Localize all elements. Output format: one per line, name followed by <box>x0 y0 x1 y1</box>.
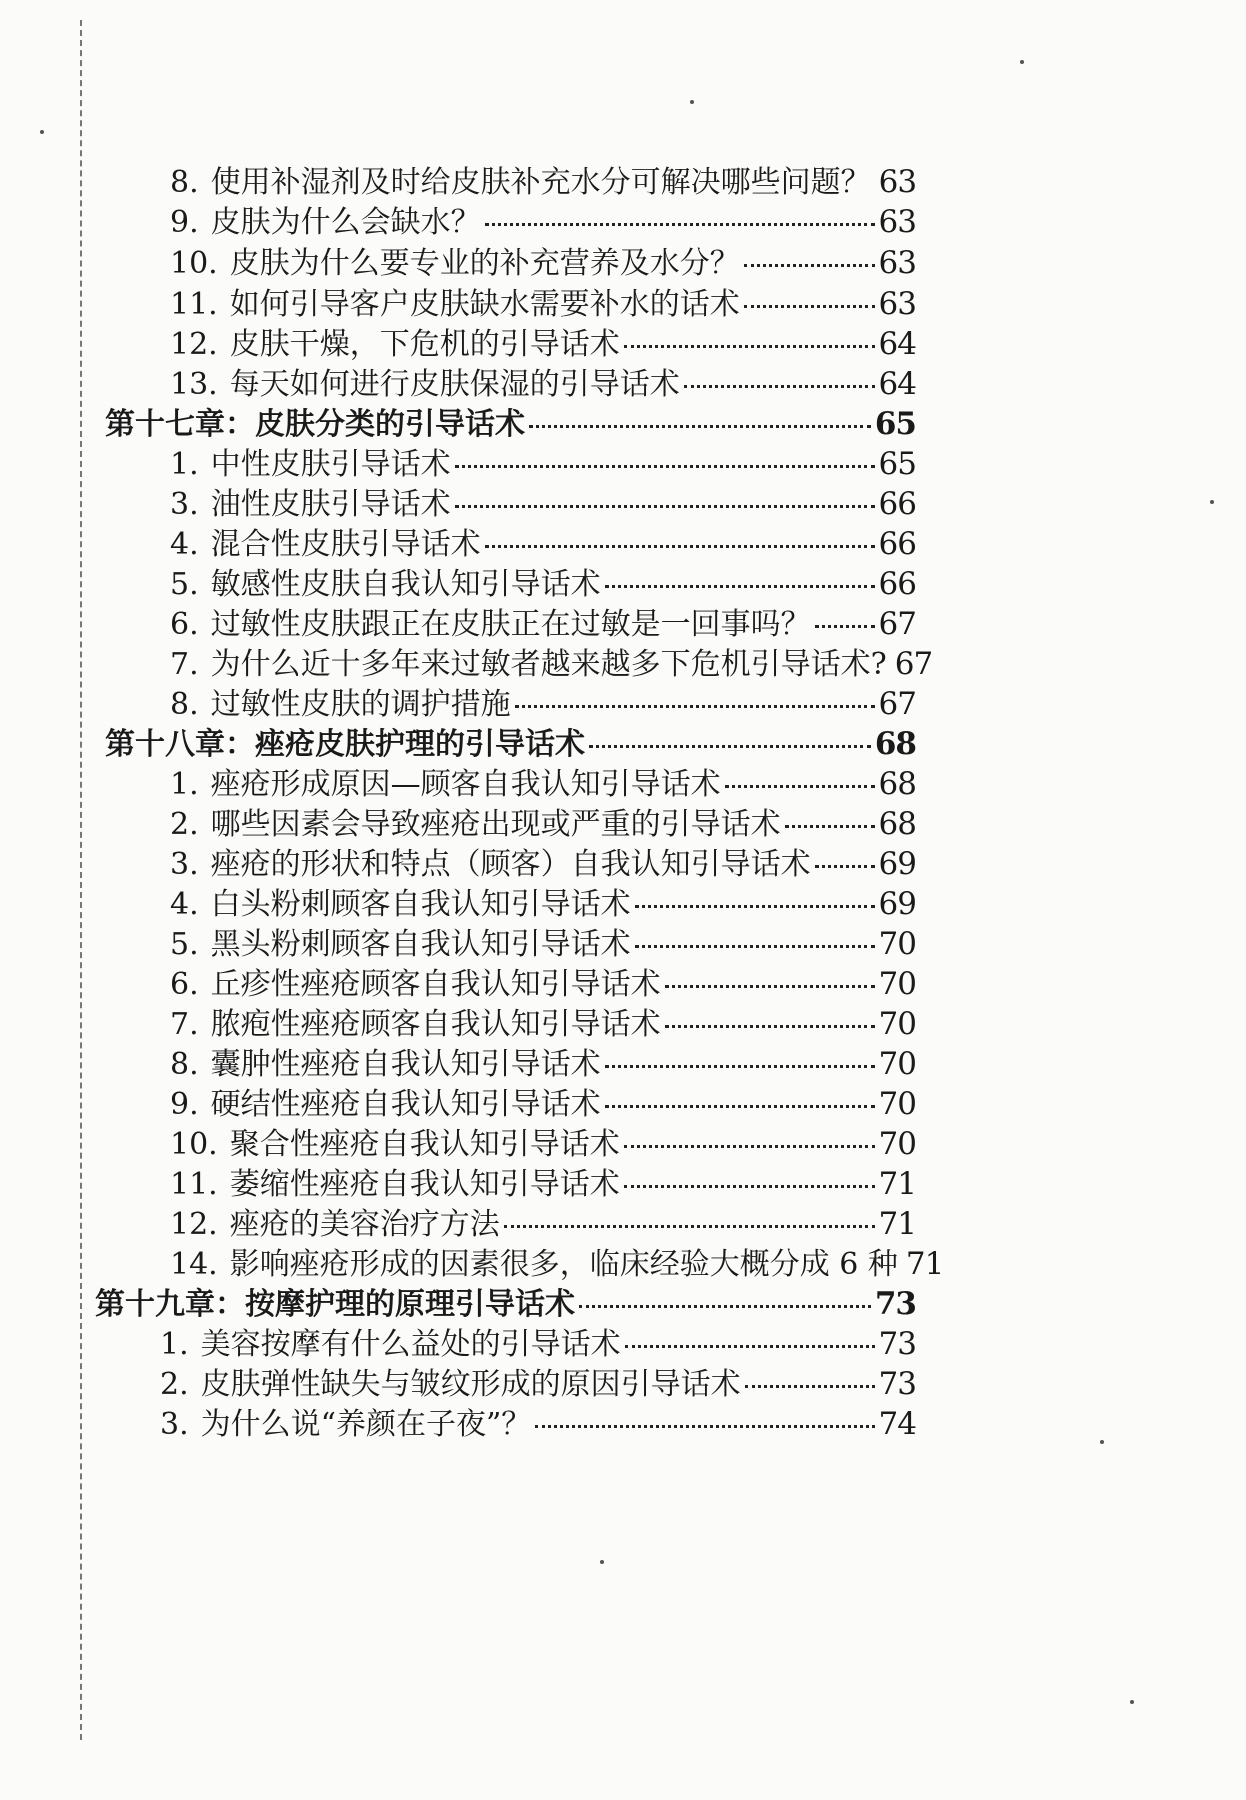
toc-entry-number: 4. <box>170 527 199 562</box>
toc-entry <box>170 1124 916 1165</box>
toc-entry-title: 痤疮的美容治疗方法 <box>229 1207 500 1242</box>
toc-chapter-heading <box>105 724 916 765</box>
toc-entry-number: 5. <box>170 927 199 962</box>
dot-leader <box>624 1145 875 1148</box>
toc-entry-number: 6. <box>170 967 199 1002</box>
toc-entry-title: 白头粉刺顾客自我认知引导话术 <box>210 887 631 922</box>
toc-entry-title: 使用补湿剂及时给皮肤补充水分可解决哪些问题？ <box>210 165 871 200</box>
toc-entry <box>170 524 916 565</box>
dot-leader <box>635 905 875 908</box>
toc-entry-page: 68 <box>878 766 916 802</box>
toc-entry <box>170 644 933 685</box>
toc-entry-page: 63 <box>878 245 916 281</box>
toc-entry-page: 73 <box>878 1366 916 1402</box>
toc-entry-page: 63 <box>878 286 916 322</box>
toc-entry-title: 哪些因素会导致痤疮出现或严重的引导话术 <box>210 807 781 842</box>
toc-entry-number: 1. <box>160 1327 189 1362</box>
toc-entry-title: 皮肤干燥，下危机的引导话术 <box>229 327 620 362</box>
toc-entry-page: 65 <box>874 406 916 442</box>
binding-margin-line <box>80 20 82 1740</box>
dot-leader <box>579 1305 871 1308</box>
toc-entry-number: 12. <box>170 327 218 362</box>
toc-entry-title: 如何引导客户皮肤缺水需要补水的话术 <box>229 287 740 322</box>
toc-entry <box>170 484 916 525</box>
toc-entry-number: 3. <box>160 1407 189 1442</box>
toc-entry-page: 69 <box>878 886 916 922</box>
dot-leader <box>815 865 875 868</box>
toc-entry-title: 中性皮肤引导话术 <box>210 447 451 482</box>
toc-entry-page: 70 <box>878 926 916 962</box>
toc-entry-page: 68 <box>874 726 916 762</box>
dot-leader <box>535 1425 874 1428</box>
toc-entry-page: 70 <box>878 966 916 1002</box>
dot-leader <box>589 745 871 748</box>
toc-entry <box>160 1324 916 1365</box>
dot-leader <box>455 465 875 468</box>
toc-entry-page: 73 <box>874 1286 916 1322</box>
toc-entry <box>160 1364 916 1405</box>
dot-leader <box>624 1185 875 1188</box>
toc-entry-page: 64 <box>878 326 916 362</box>
toc-entry-page: 67 <box>878 606 916 642</box>
toc-entry <box>170 804 916 845</box>
toc-entry-title: 黑头粉刺顾客自我认知引导话术 <box>210 927 631 962</box>
toc-entry-number: 9. <box>170 1087 199 1122</box>
toc-entry-page: 67 <box>878 686 916 722</box>
toc-entry-title: 聚合性痤疮自我认知引导话术 <box>229 1127 620 1162</box>
toc-entry-number: 2. <box>170 807 199 842</box>
dot-leader <box>744 305 875 308</box>
dot-leader <box>635 945 875 948</box>
scan-speck <box>1020 60 1024 64</box>
toc-entry-number: 6. <box>170 607 199 642</box>
toc-entry-title: 脓疱性痤疮顾客自我认知引导话术 <box>210 1007 661 1042</box>
scan-speck <box>1210 500 1214 504</box>
dot-leader <box>485 223 875 226</box>
toc-entry-number: 10. <box>170 1127 218 1162</box>
toc-entry-number: 9. <box>170 205 199 240</box>
toc-chapter-heading <box>105 404 916 445</box>
toc-entry-number: 2. <box>160 1367 189 1402</box>
toc-entry <box>170 1004 916 1045</box>
toc-entry-page: 66 <box>878 486 916 522</box>
dot-leader <box>529 425 871 428</box>
toc-entry-page: 66 <box>878 566 916 602</box>
toc-entry <box>170 1084 916 1125</box>
dot-leader <box>504 1225 875 1228</box>
toc-entry-title: 敏感性皮肤自我认知引导话术 <box>210 567 601 602</box>
toc-entry-number: 11. <box>170 287 218 322</box>
toc-entry <box>170 1204 916 1245</box>
toc-entry-page: 73 <box>878 1326 916 1362</box>
dot-leader <box>665 1025 875 1028</box>
toc-entry-number: 3. <box>170 487 199 522</box>
dot-leader <box>515 705 875 708</box>
toc-entry-number: 11. <box>170 1167 218 1202</box>
toc-entry <box>170 764 916 805</box>
dot-leader <box>665 985 875 988</box>
toc-entry <box>170 162 916 203</box>
toc-entry-number: 7. <box>170 647 199 682</box>
dot-leader <box>684 385 875 388</box>
toc-entry-title: 皮肤弹性缺失与皱纹形成的原因引导话术 <box>200 1367 741 1402</box>
dot-leader <box>455 505 875 508</box>
toc-entry-page: 65 <box>878 446 916 482</box>
dot-leader <box>625 1345 875 1348</box>
dot-leader <box>744 264 875 267</box>
toc-entry-page: 68 <box>878 806 916 842</box>
toc-entry-title: 油性皮肤引导话术 <box>210 487 451 522</box>
toc-entry-number: 10. <box>170 246 218 281</box>
toc-entry-page: 69 <box>878 846 916 882</box>
toc-entry-page: 70 <box>878 1086 916 1122</box>
toc-entry-title: 过敏性皮肤的调护措施 <box>210 687 511 722</box>
toc-entry <box>170 604 916 645</box>
toc-entry <box>170 364 916 405</box>
toc-entry-page: 71 <box>878 1166 916 1202</box>
toc-entry-number: 4. <box>170 887 199 922</box>
toc-entry-title: 皮肤为什么会缺水？ <box>210 205 481 240</box>
toc-entry <box>170 964 916 1005</box>
dot-leader <box>785 825 875 828</box>
toc-entry-page: 67 <box>894 646 933 682</box>
toc-entry <box>170 684 916 725</box>
dot-leader <box>745 1385 875 1388</box>
toc-chapter-title: 第十七章：皮肤分类的引导话术 <box>105 407 525 442</box>
toc-entry-title: 影响痤疮形成的因素很多，临床经验大概分成 6 种 <box>229 1247 898 1282</box>
toc-entry-page: 71 <box>878 1206 916 1242</box>
toc-entry-number: 1. <box>170 767 199 802</box>
toc-entry-number: 14. <box>170 1247 218 1282</box>
toc-entry-page: 71 <box>905 1246 944 1282</box>
toc-entry <box>170 924 916 965</box>
toc-entry-page: 70 <box>878 1126 916 1162</box>
toc-entry-page: 63 <box>878 204 916 240</box>
toc-entry-number: 8. <box>170 1047 199 1082</box>
dot-leader <box>725 785 875 788</box>
toc-entry <box>170 884 916 925</box>
toc-entry-title: 美容按摩有什么益处的引导话术 <box>200 1327 621 1362</box>
toc-entry-number: 5. <box>170 567 199 602</box>
toc-entry-title: 皮肤为什么要专业的补充营养及水分？ <box>229 246 740 281</box>
toc-entry-title: 过敏性皮肤跟正在皮肤正在过敏是一回事吗？ <box>210 607 811 642</box>
toc-entry-number: 8. <box>170 687 199 722</box>
toc-entry-title: 囊肿性痤疮自我认知引导话术 <box>210 1047 601 1082</box>
toc-entry-title: 为什么说“养颜在子夜”？ <box>200 1407 532 1442</box>
toc-entry-page: 66 <box>878 526 916 562</box>
toc-entry-page: 70 <box>878 1006 916 1042</box>
toc-entry <box>170 1044 916 1085</box>
toc-entry-title: 丘疹性痤疮顾客自我认知引导话术 <box>210 967 661 1002</box>
toc-chapter-title: 第十八章：痤疮皮肤护理的引导话术 <box>105 727 585 762</box>
toc-entry <box>170 284 916 325</box>
toc-entry <box>170 1244 944 1285</box>
scan-speck <box>1130 1700 1134 1704</box>
toc-entry <box>170 243 916 284</box>
toc-entry <box>170 1164 916 1205</box>
scan-speck <box>1100 1440 1104 1444</box>
dot-leader <box>485 545 875 548</box>
dot-leader <box>605 585 875 588</box>
toc-entry-title: 每天如何进行皮肤保湿的引导话术 <box>229 367 680 402</box>
scan-speck <box>40 130 44 134</box>
dot-leader <box>624 345 875 348</box>
scan-speck <box>690 100 694 104</box>
toc-entry <box>170 444 916 485</box>
toc-entry-title: 痤疮形成原因—顾客自我认知引导话术 <box>210 767 721 802</box>
toc-entry-title: 为什么近十多年来过敏者越来越多下危机引导话术? <box>210 647 887 682</box>
toc-entry-page: 74 <box>878 1406 916 1442</box>
toc-entry-title: 萎缩性痤疮自我认知引导话术 <box>229 1167 620 1202</box>
toc-entry-number: 1. <box>170 447 199 482</box>
toc-entry-title: 混合性皮肤引导话术 <box>210 527 481 562</box>
toc-entry <box>170 564 916 605</box>
toc-entry <box>160 1404 916 1445</box>
toc-entry-page: 70 <box>878 1046 916 1082</box>
toc-entry-page: 64 <box>878 366 916 402</box>
toc-entry <box>170 324 916 365</box>
dot-leader <box>815 625 875 628</box>
toc-chapter-title: 第十九章：按摩护理的原理引导话术 <box>95 1287 575 1322</box>
toc-entry-number: 3. <box>170 847 199 882</box>
dot-leader <box>605 1065 875 1068</box>
toc-entry-number: 13. <box>170 367 218 402</box>
dot-leader <box>605 1105 875 1108</box>
toc-entry-title: 痤疮的形状和特点（顾客）自我认知引导话术 <box>210 847 811 882</box>
toc-entry <box>170 844 916 885</box>
toc-chapter-heading <box>95 1284 916 1325</box>
toc-entry-title: 硬结性痤疮自我认知引导话术 <box>210 1087 601 1122</box>
toc-entry <box>170 202 916 243</box>
toc-entry-number: 7. <box>170 1007 199 1042</box>
scan-speck <box>600 1560 604 1564</box>
toc-entry-number: 8. <box>170 165 199 200</box>
toc-entry-number: 12. <box>170 1207 218 1242</box>
toc-entry-page: 63 <box>878 164 917 200</box>
